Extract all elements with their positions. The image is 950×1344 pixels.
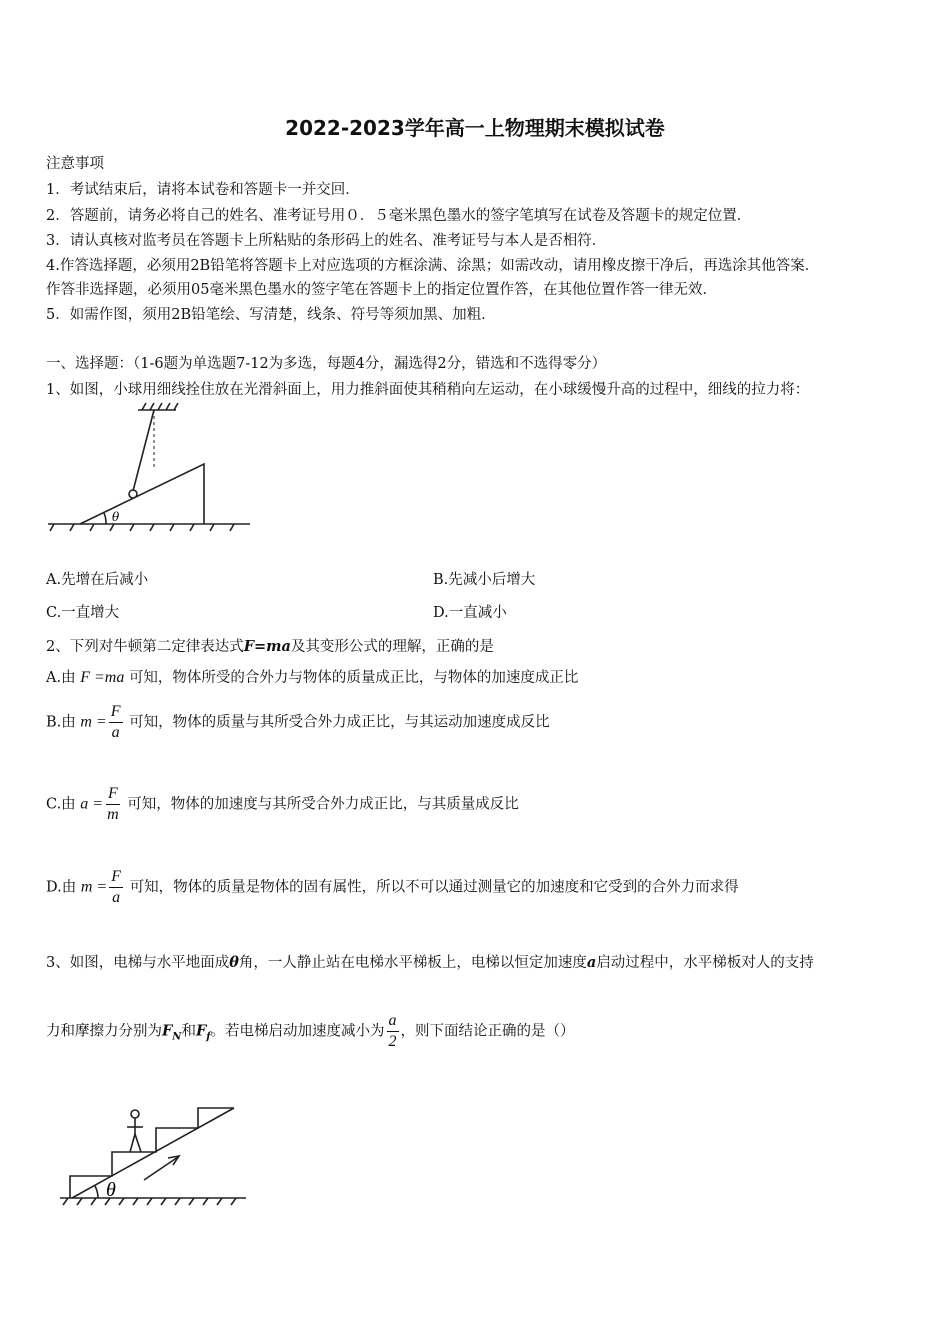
notice-item: 作答非选择题，必须用05毫米黑色墨水的签字笔在答题卡上的指定位置作答，在其他位置作答一律无效． bbox=[46, 282, 717, 298]
q2-b-num: F bbox=[109, 704, 123, 723]
q3-text: 3、如图，电梯与水平地面成 bbox=[46, 955, 230, 971]
q3-ff: F bbox=[195, 1022, 207, 1040]
q3-fn-sub: N bbox=[172, 1031, 182, 1043]
q2-stem-post: 及其变形公式的理解，正确的是 bbox=[290, 639, 494, 655]
notice-item: 3．请认真核对监考员在答题卡上所粘贴的条形码上的姓名、准考证号与本人是否相符． bbox=[46, 233, 607, 249]
q2-c-pre: C.由 bbox=[46, 796, 76, 813]
q1-option-a: A.先增在后减小 bbox=[46, 572, 149, 588]
q3-text: 启动过程中，水平梯板对人的支持 bbox=[596, 955, 814, 971]
q2-d-den: a bbox=[112, 889, 121, 906]
q2-b-den: a bbox=[111, 724, 120, 741]
escalator-figure bbox=[58, 1100, 258, 1215]
q3-text: 和 bbox=[181, 1023, 196, 1040]
q2-d-lhs: m = bbox=[80, 878, 108, 896]
q3-text: 力和摩擦力分别为 bbox=[46, 1023, 162, 1040]
q2-a-post: 可知，物体所受的合外力与物体的质量成正比，与物体的加速度成正比 bbox=[128, 670, 579, 686]
q3-theta: θ bbox=[229, 954, 239, 971]
question-1-stem: 1、如图，小球用细线拴住放在光滑斜面上，用力推斜面使其稍稍向左运动，在小球缓慢升高的过程中，细线的拉力将： bbox=[46, 382, 810, 398]
q3-text: 角，一人静止站在电梯水平梯板上，电梯以恒定加速度 bbox=[238, 955, 587, 971]
q3-ff-sub: f bbox=[206, 1031, 211, 1043]
q2-c-post: 可知，物体的加速度与其所受合外力成正比，与其质量成反比 bbox=[127, 796, 519, 813]
q2-b-lhs: m = bbox=[80, 713, 107, 731]
notice-item: 4.作答选择题，必须用2B铅笔将答题卡上对应选项的方框涂满、涂黑；如需改动，请用橡皮擦干净后，再选涂其他答案． bbox=[46, 258, 820, 274]
q3-frac-den: 2 bbox=[388, 1033, 397, 1050]
incline-ball-figure bbox=[44, 402, 264, 537]
q2-option-c bbox=[46, 786, 519, 823]
q2-d-pre: D.由 bbox=[46, 879, 77, 896]
q2-formula: F=ma bbox=[243, 638, 291, 655]
q2-d-post: 可知，物体的质量是物体的固有属性，所以不可以通过测量它的加速度和它受到的合外力而求得 bbox=[129, 879, 739, 896]
q3-text: 。若电梯启动加速度减小为 bbox=[210, 1023, 385, 1040]
angle-label: θ bbox=[106, 1179, 116, 1201]
question-2-stem bbox=[46, 635, 494, 656]
q3-text: ，则下面结论正确的是（） bbox=[400, 1023, 575, 1040]
q2-a-pre: A.由 bbox=[46, 670, 76, 686]
q2-c-num: F bbox=[106, 786, 120, 805]
q2-b-fraction bbox=[109, 704, 123, 741]
question-3-line-1 bbox=[46, 951, 814, 972]
q2-option-b bbox=[46, 704, 550, 741]
q2-option-d bbox=[46, 869, 739, 906]
angle-label: θ bbox=[112, 510, 120, 524]
notice-item: 2．答题前，请务必将自己的姓名、准考证号用０．５毫米黑色墨水的签字笔填写在试卷及答题卡的规定位置． bbox=[46, 208, 752, 224]
q1-option-c: C.一直增大 bbox=[46, 605, 120, 621]
q2-option-a bbox=[46, 666, 578, 687]
q2-c-den: m bbox=[107, 806, 119, 823]
notice-item: 5．如需作图，须用2B铅笔绘、写清楚，线条、符号等须加黑、加粗． bbox=[46, 307, 496, 323]
q3-fn: F bbox=[162, 1022, 173, 1040]
q2-b-post: 可知，物体的质量与其所受合外力成正比，与其运动加速度成反比 bbox=[129, 714, 550, 731]
q3-frac-num: a bbox=[387, 1013, 399, 1032]
section-heading: 一、选择题：（1-6题为单选题7-12为多选，每题4分，漏选得2分，错选和不选得零分） bbox=[46, 356, 607, 372]
q1-option-b: B.先减小后增大 bbox=[433, 572, 536, 588]
q1-option-d: D.一直减小 bbox=[433, 605, 507, 621]
q3-fraction bbox=[387, 1013, 399, 1050]
q2-b-pre: B.由 bbox=[46, 714, 76, 731]
question-3-line-2 bbox=[46, 1013, 575, 1050]
q2-d-num: F bbox=[109, 869, 123, 888]
q2-c-fraction bbox=[105, 786, 121, 823]
q3-acc: a bbox=[586, 954, 597, 971]
notice-item: 1．考试结束后，请将本试卷和答题卡一并交回． bbox=[46, 182, 360, 198]
q2-a-formula: F =ma bbox=[80, 669, 125, 686]
q2-d-fraction bbox=[109, 869, 123, 906]
q2-stem-pre: 2、下列对牛顿第二定律表达式 bbox=[46, 639, 244, 655]
q2-c-lhs: a = bbox=[80, 795, 104, 813]
page-title: 2022-2023学年高一上物理期末模拟试卷 bbox=[285, 116, 665, 140]
notice-heading: 注意事项 bbox=[46, 156, 104, 172]
